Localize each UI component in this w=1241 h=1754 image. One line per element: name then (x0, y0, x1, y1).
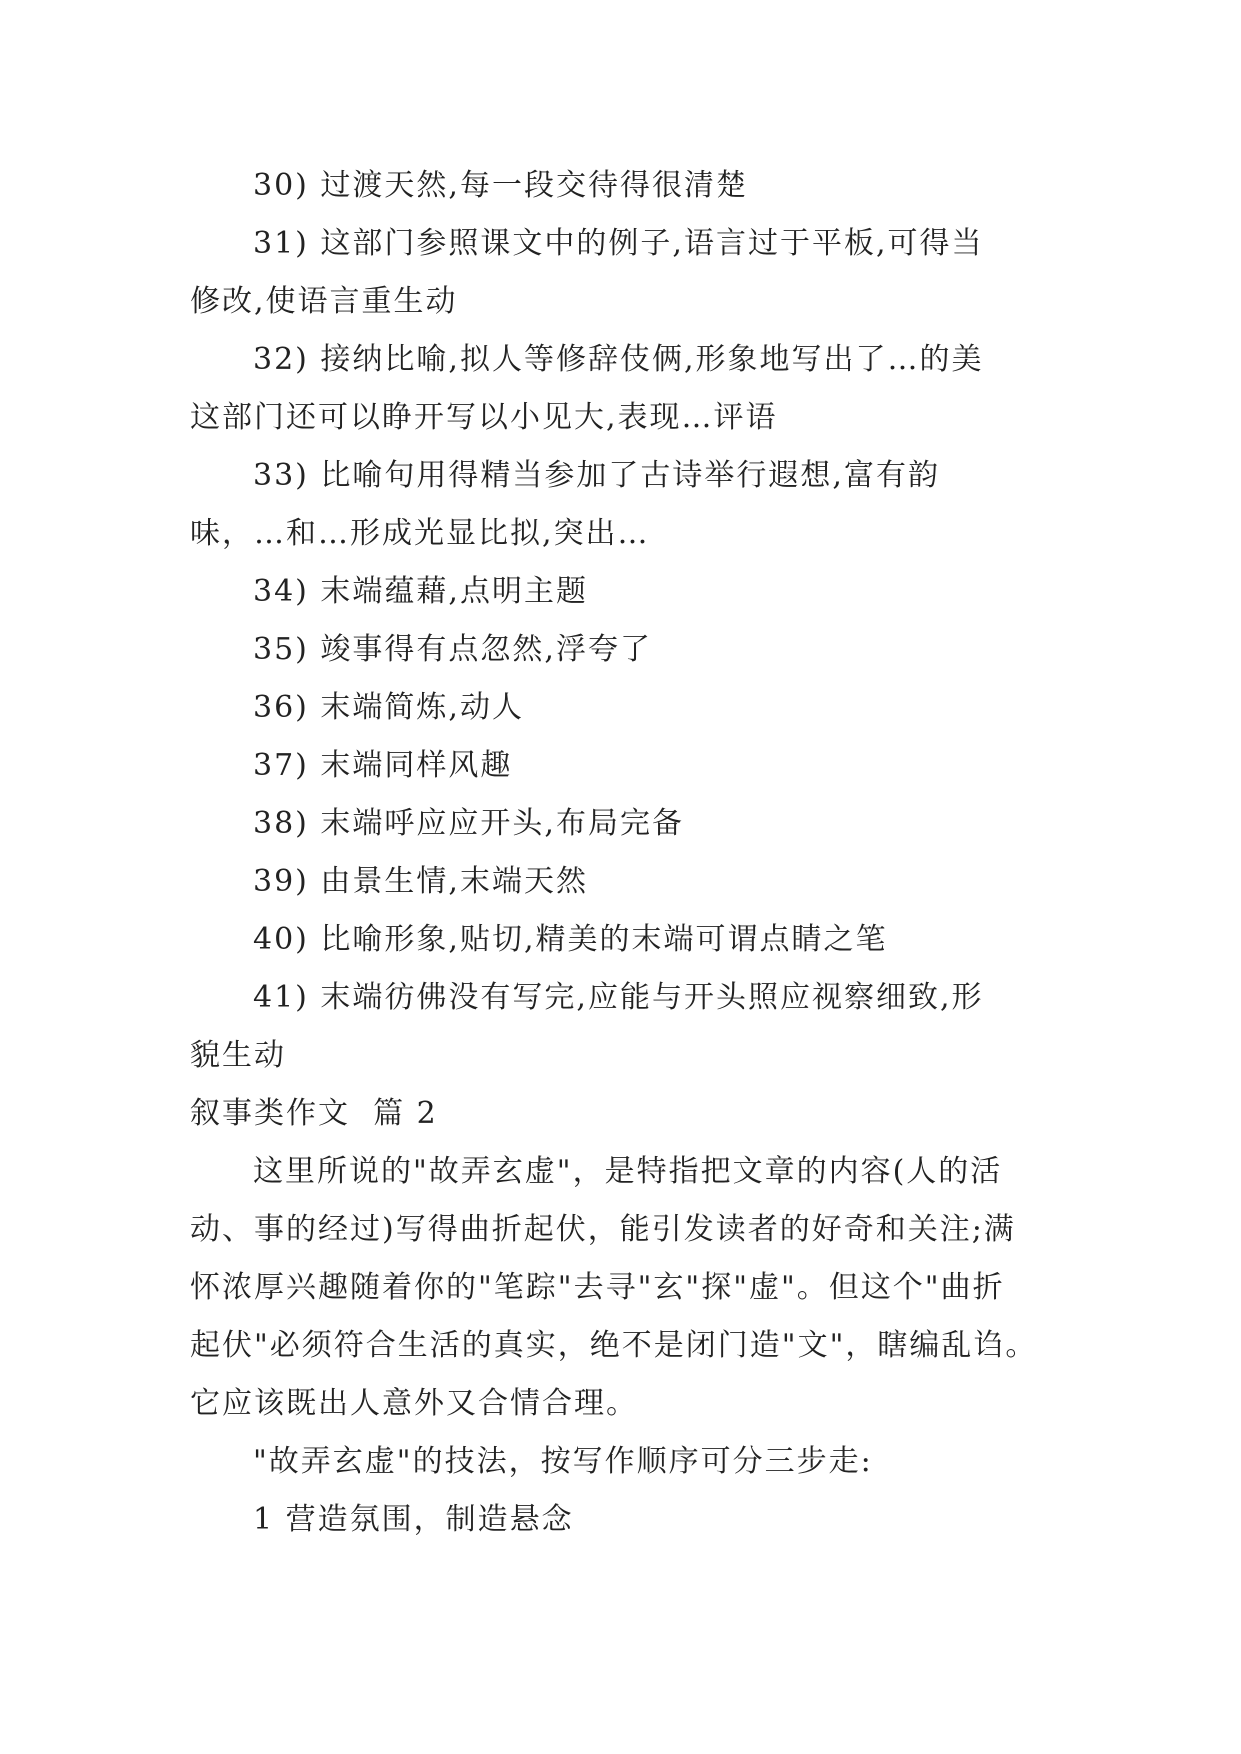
paragraph-line: 1 营造氛围，制造悬念 (253, 1502, 574, 1537)
paragraph-line: 味，…和…形成光显比拟,突出… (190, 516, 650, 551)
paragraph-line: 这里所说的"故弄玄虚"，是特指把文章的内容(人的活 (253, 1154, 1003, 1189)
paragraph-line: 怀浓厚兴趣随着你的"笔踪"去寻"玄"探"虚"。但这个"曲折 (190, 1270, 1005, 1305)
list-item: 36) 末端简炼,动人 (253, 690, 524, 725)
list-item: 38) 末端呼应应开头,布局完备 (253, 806, 684, 841)
list-item: 34) 末端蕴藉,点明主题 (253, 574, 588, 609)
paragraph-line: 貌生动 (190, 1038, 286, 1073)
paragraph-line: 起伏"必须符合生活的真实，绝不是闭门造"文"，瞎编乱诌。 (190, 1328, 1038, 1363)
paragraph-line: 修改,使语言重生动 (190, 284, 458, 319)
paragraph-line: 41) 末端彷佛没有写完,应能与开头照应视察细致,形 (253, 980, 984, 1015)
list-item: 35) 竣事得有点忽然,浮夸了 (253, 632, 652, 667)
list-item: 37) 末端同样风趣 (253, 748, 513, 783)
paragraph-line: 32) 接纳比喻,拟人等修辞伎俩,形象地写出了…的美 (253, 342, 984, 377)
paragraph-line: "故弄玄虚"的技法，按写作顺序可分三步走: (253, 1444, 873, 1479)
paragraph-line: 33) 比喻句用得精当参加了古诗举行遐想,富有韵 (253, 458, 940, 493)
paragraph-line: 30) 过渡天然,每一段交待得很清楚 (253, 168, 748, 203)
paragraph-line: 这部门还可以睁开写以小见大,表现…评语 (190, 400, 778, 435)
list-item: 39) 由景生情,末端天然 (253, 864, 588, 899)
paragraph-line: 动、事的经过)写得曲折起伏，能引发读者的好奇和关注;满 (190, 1212, 1016, 1247)
paragraph-line: 31) 这部门参照课文中的例子,语言过于平板,可得当 (253, 226, 984, 261)
section-heading: 叙事类作文 篇 2 (190, 1096, 438, 1131)
list-item: 40) 比喻形象,贴切,精美的末端可谓点睛之笔 (253, 922, 888, 957)
paragraph-line: 它应该既出人意外又合情合理。 (190, 1386, 638, 1421)
